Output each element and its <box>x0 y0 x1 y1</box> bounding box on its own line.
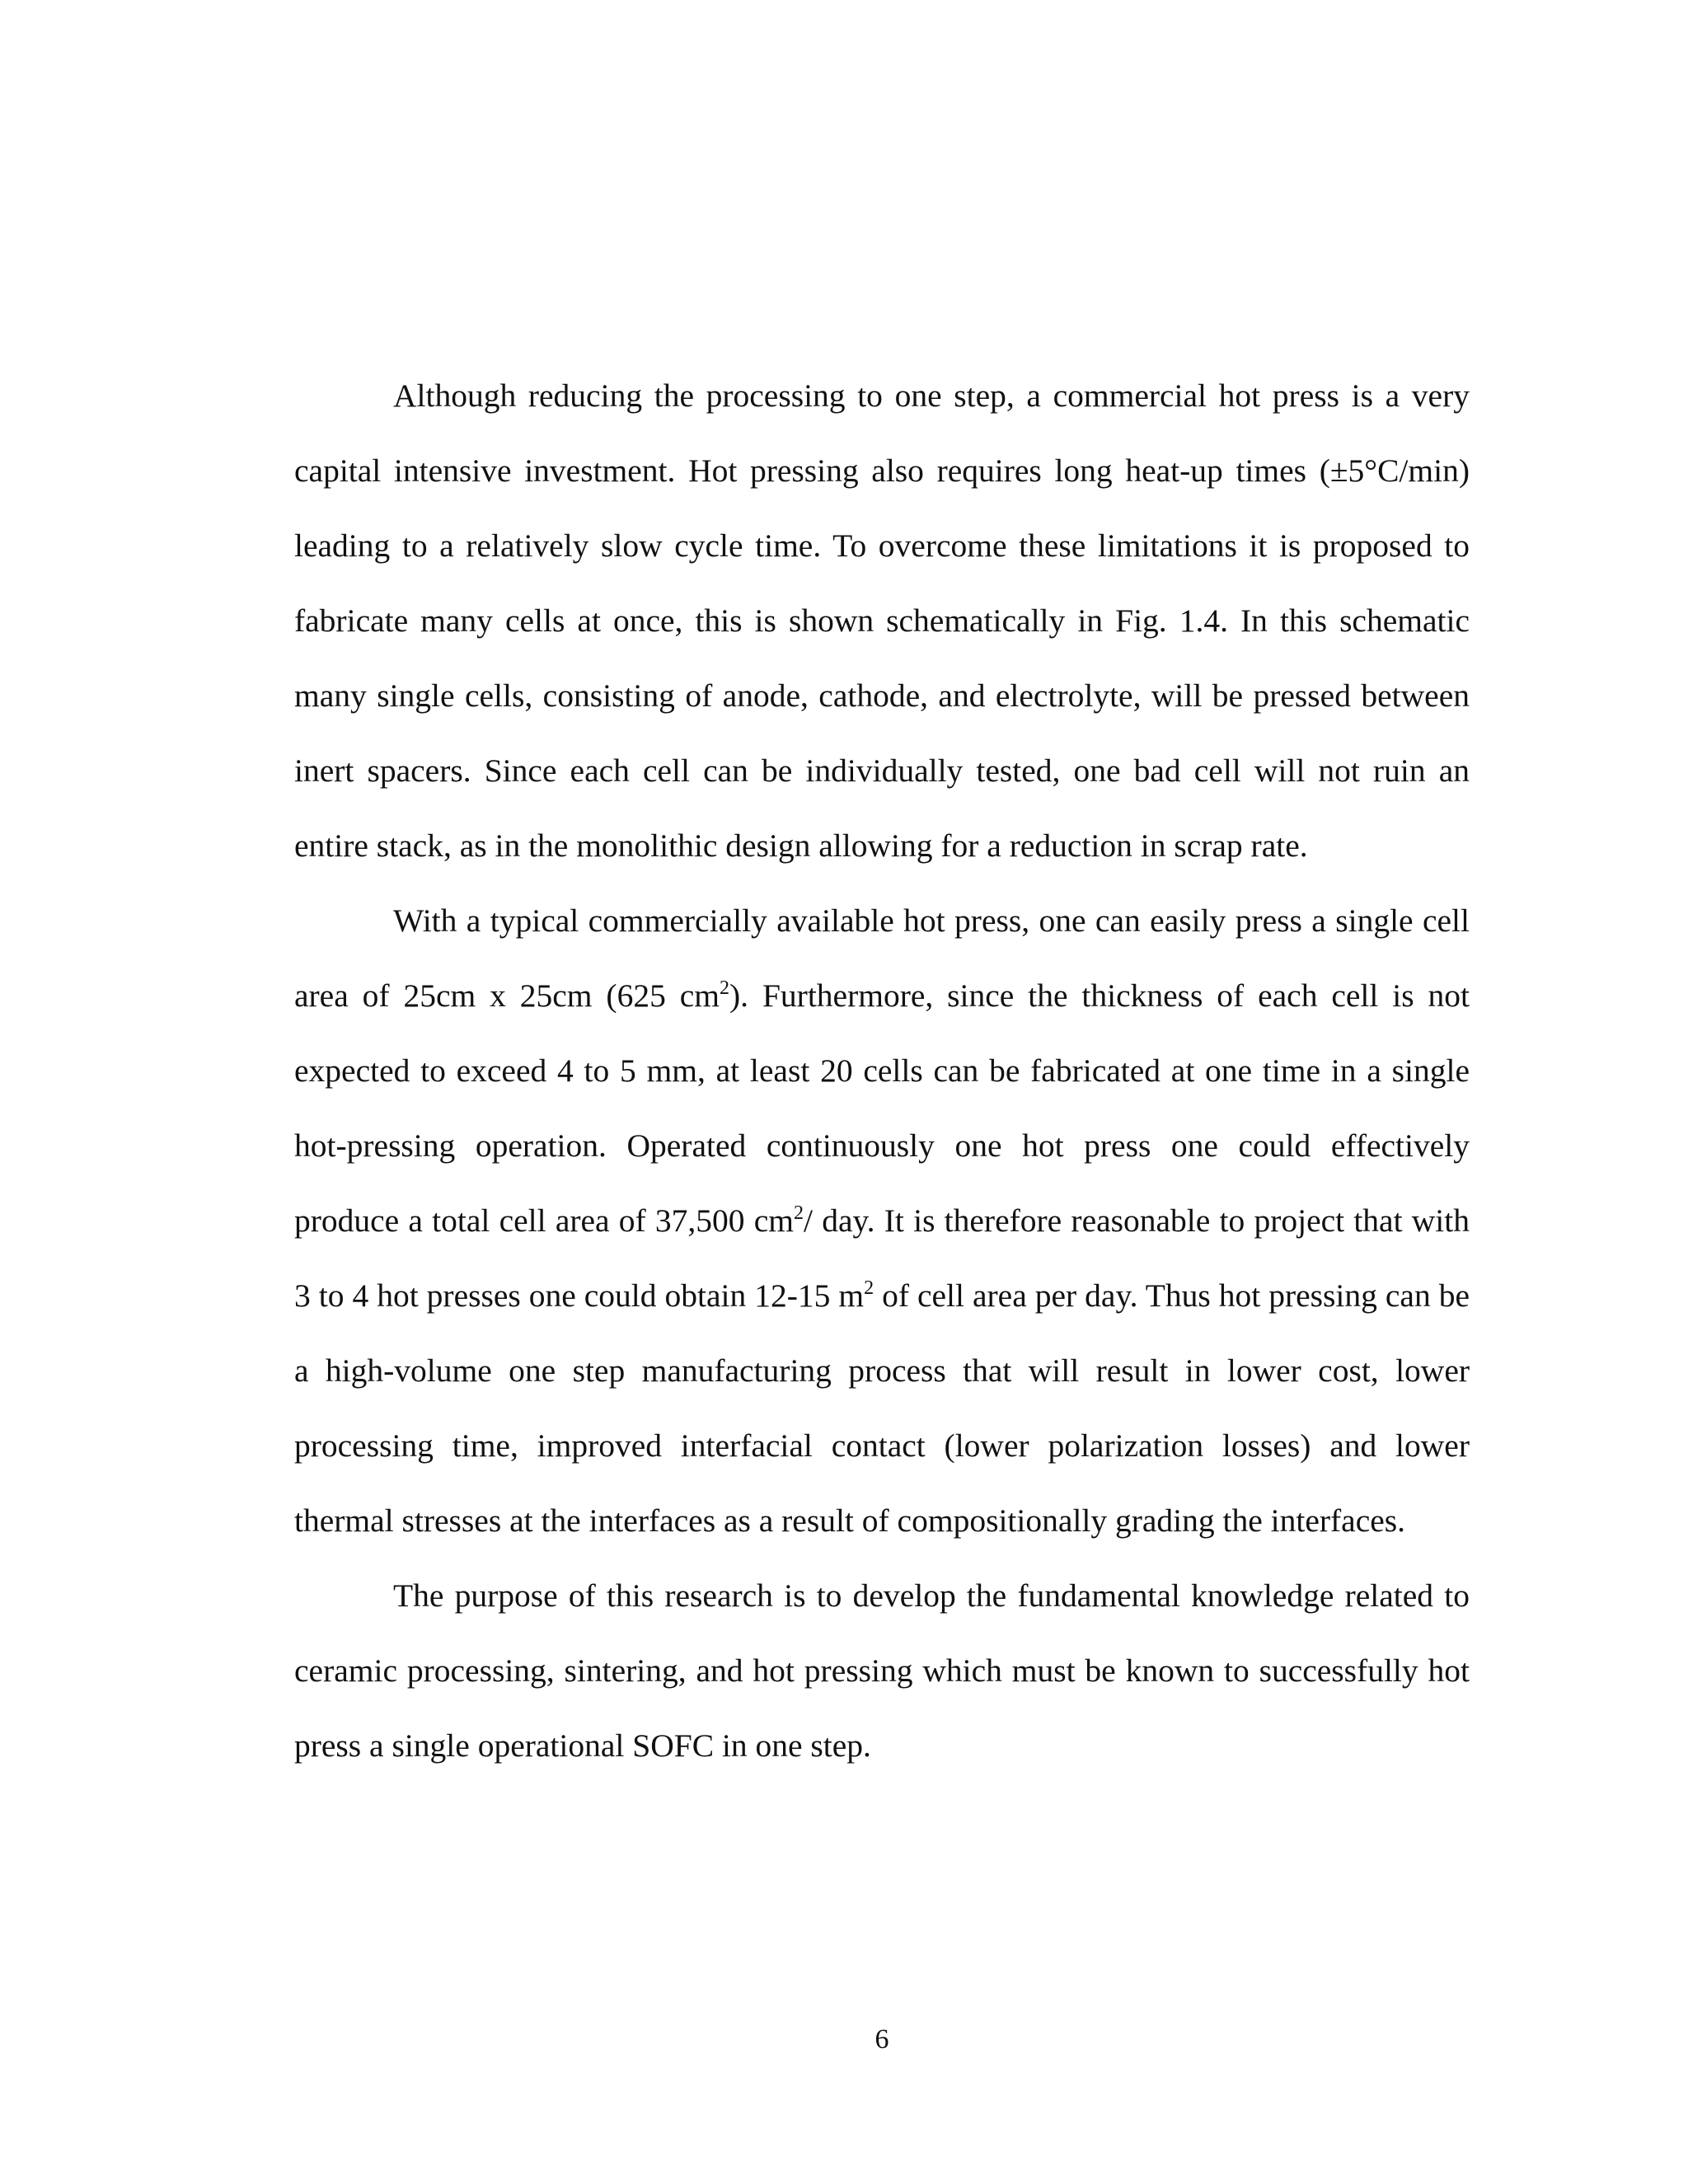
paragraph-3: The purpose of this research is to develop the fundamental knowledge related to ceramic processing, sintering, and hot pressing which must be known to successfully hot press a single operational SOFC in one step. <box>294 1577 1470 1764</box>
superscript-2-cm-day: 2 <box>794 1202 804 1224</box>
paragraph-2-segment-1: With a typical commercially available hot press, one can easily press a single cell area of 25cm x 25cm (625 cm <box>294 902 1470 1014</box>
paragraph-2-segment-4: of cell area per day. Thus hot pressing can be a high-volume one step manufacturing process that will result in lower cost, lower processing time, improved interfacial contact (lower polarization losses) and lower thermal stresses at the interfaces as a result of compositionally grading the interfaces. <box>294 1277 1470 1539</box>
superscript-2-cm: 2 <box>720 977 730 999</box>
body-text <box>294 359 1470 1783</box>
page-number: 6 <box>874 2024 889 2055</box>
paragraph-1: Although reducing the processing to one step, a commercial hot press is a very capital intensive investment. Hot pressing also requires long heat-up times (±5°C/min) leading to a relatively slow cycle time. To overcome these limitations it is proposed to fabricate many cells at once, this is shown schematically in Fig. 1.4. In this schematic many single cells, consisting of anode, cathode, and electrolyte, will be pressed between inert spacers. Since each cell can be individually tested, one bad cell will not ruin an entire stack, as in the monolithic design allowing for a reduction in scrap rate. <box>294 377 1470 864</box>
paragraph-2 <box>294 883 1470 1558</box>
superscript-2-m: 2 <box>864 1277 874 1299</box>
paragraph-2-segment-2: ). Furthermore, since the thickness of each cell is not expected to exceed 4 to 5 mm, at least 20 cells can be fabricated at one time in a single hot-pressing operation. Operated continuously one hot press one could effectively produce a total cell area of 37,500 cm <box>294 977 1470 1239</box>
paragraph-2-segment-3: / day. It is therefore reasonable to project that with 3 to 4 hot presses one could obtain 12-15 m <box>294 1202 1470 1314</box>
